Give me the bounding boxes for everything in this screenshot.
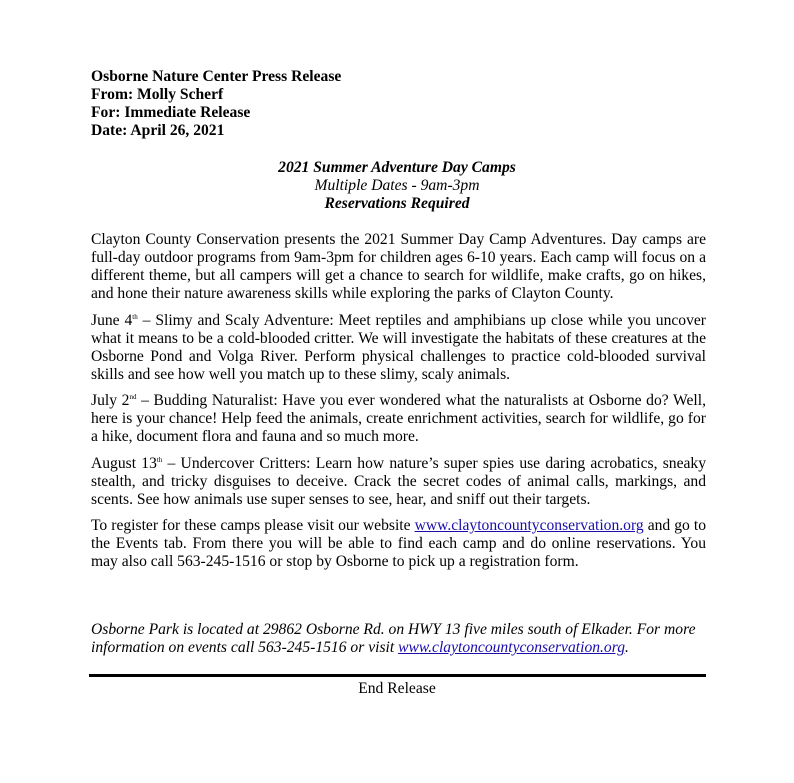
title-block <box>0 159 794 213</box>
camp-date: August 13 <box>91 454 157 472</box>
event-title: 2021 Summer Adventure Day Camps <box>278 159 516 176</box>
registration-paragraph <box>91 517 706 571</box>
date-suffix: nd <box>129 393 137 401</box>
camp-date: June 4 <box>91 311 133 329</box>
header-from: From: Molly Scherf <box>91 86 224 103</box>
camp-description: – Slimy and Scaly Adventure: Meet reptiles and amphibians up close while you uncover what it means to be a cold-blooded critter. We will investigate the habitats of these creatures at the Osborne Pond and Volga River. Perform physical challenges to practice cold-blooded survival skills and see how well you match up to these slimy, scaly animals. <box>91 311 706 383</box>
header-date: Date: April 26, 2021 <box>91 122 225 139</box>
release-body <box>91 231 706 580</box>
camp-paragraph-july <box>91 392 706 446</box>
registration-text-before: To register for these camps please visit our website <box>91 517 415 534</box>
camp-paragraph-june <box>91 312 706 384</box>
date-suffix: th <box>132 312 138 321</box>
press-release-header <box>91 68 341 140</box>
end-release: End Release <box>358 680 436 697</box>
intro-paragraph: Clayton County Conservation presents the 2021 Summer Day Camp Adventures. Day camps are full-day outdoor programs from 9am-3pm for children ages 6-10 years. Each camp will focus on a different theme, but all campers will get a chance to search for wildlife, make crafts, go on hikes, and hone their nature awareness skills while exploring the parks of Clayton County. <box>91 231 706 302</box>
camp-paragraph-august <box>91 455 706 509</box>
footer-paragraph <box>91 621 706 657</box>
website-link[interactable]: www.claytoncountyconservation.org <box>414 517 644 534</box>
header-organization: Osborne Nature Center Press Release <box>91 68 342 85</box>
footer-text-after: . <box>625 639 629 656</box>
date-suffix: th <box>156 455 163 464</box>
registration-text-after: and go to the Events tab. From there you will be able to find each camp and do online reservations. You may also call 563-245-1516 or stop by Osborne to pick up a registration form. <box>91 517 706 570</box>
footer-website-link[interactable]: www.claytoncountyconservation.org <box>398 639 626 656</box>
camp-date: July 2 <box>91 392 130 409</box>
camp-description: – Budding Naturalist: Have you ever wondered what the naturalists at Osborne do? Well, here is your chance! Help feed the animals, create enrichment activities, search for wildlife, go for a hike, document flora and fauna and so much more. <box>91 392 706 445</box>
reservation-note: Reservations Required <box>324 195 470 212</box>
horizontal-rule <box>89 674 706 677</box>
footer-text-before: Osborne Park is located at 29862 Osborne Rd. on HWY 13 five miles south of Elkader. For more information on events call 563-245-1516 or visit <box>91 621 696 656</box>
event-dates: Multiple Dates - 9am-3pm <box>314 177 480 194</box>
camp-description: – Undercover Critters: Learn how nature’s super spies use daring acrobatics, sneaky stealth, and tricky disguises to deceive. Crack the secret codes of animal calls, markings, and scents. See how animals use super senses to see, hear, and sniff out their targets. <box>91 454 706 508</box>
header-release-type: For: Immediate Release <box>91 104 251 121</box>
